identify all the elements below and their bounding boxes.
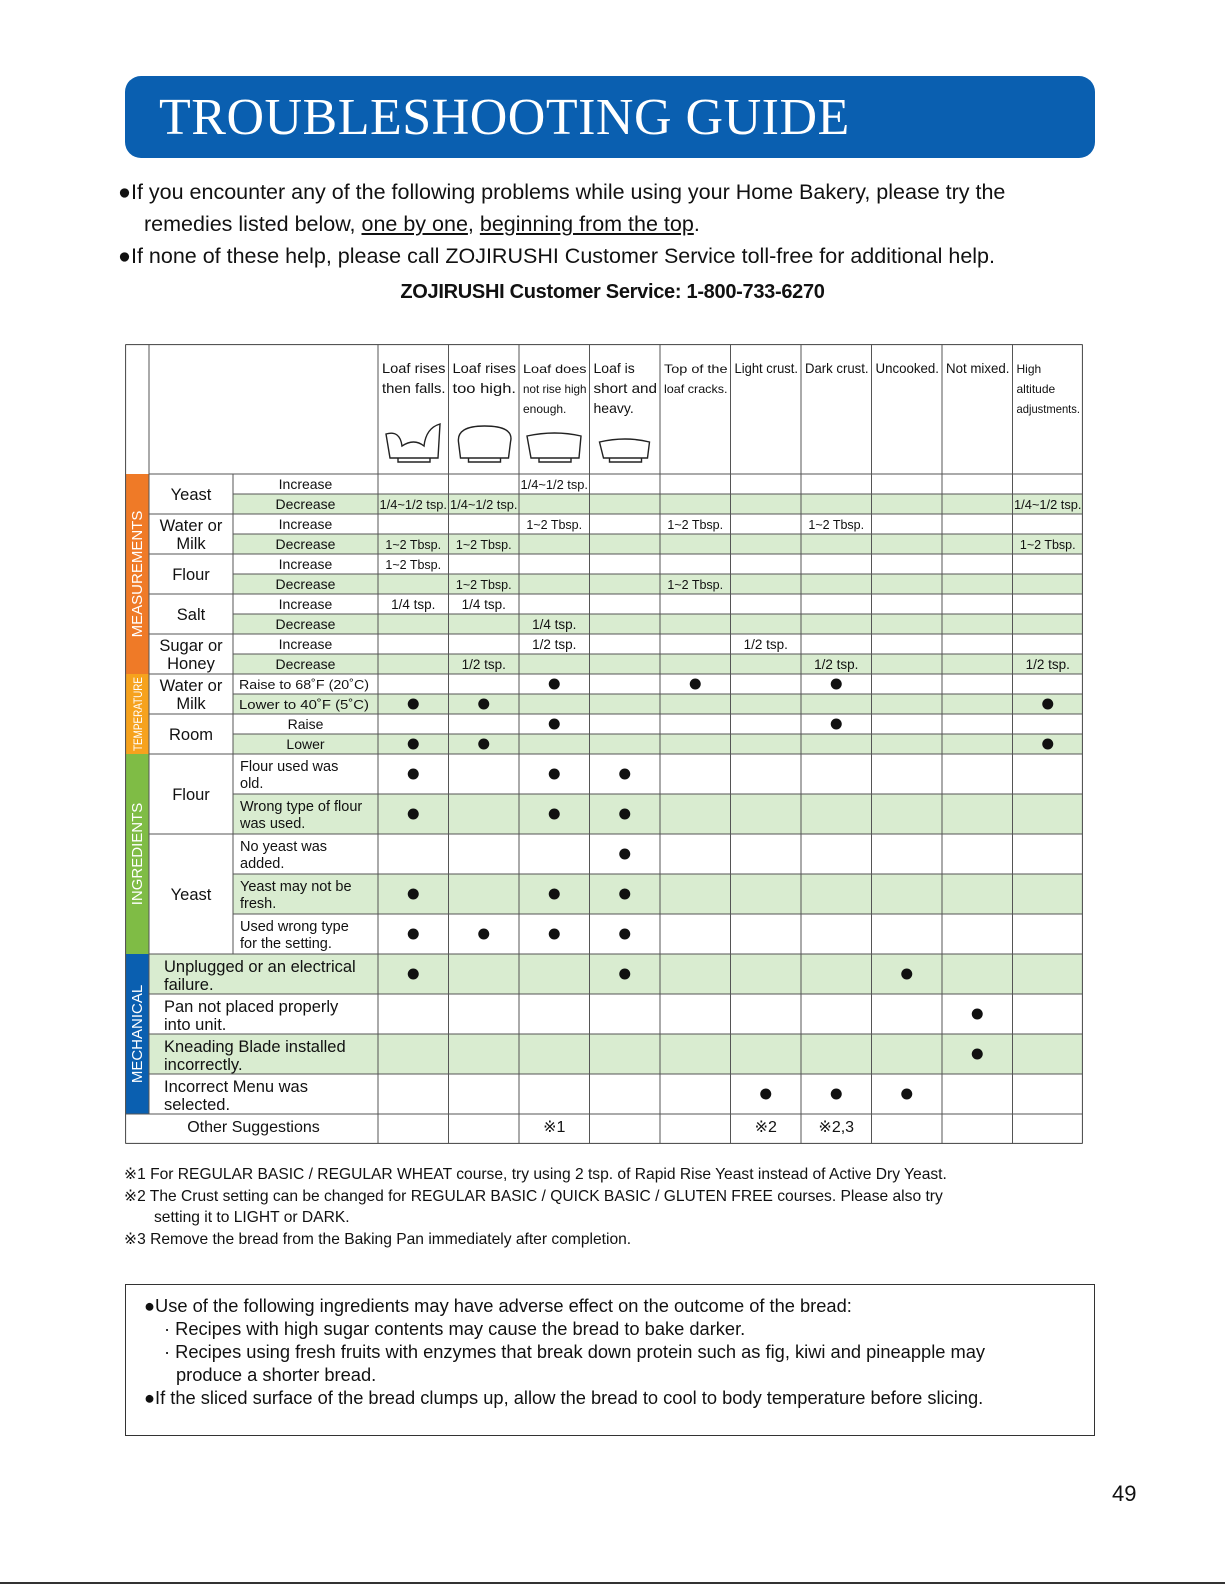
footnote-2: ※2 The Crust setting can be changed for REGULAR BASIC / QUICK BASIC / GLUTEN FREE courses. Please also try [124,1188,943,1205]
dot-mark [619,929,630,940]
row-label: No yeast was [240,839,328,855]
column-header: Light crust. [734,360,798,376]
remedy-amount: 1/4~1/2 tsp. [1014,498,1082,512]
column-header: Loaf rises [382,360,446,376]
shaded-row-bg [233,574,1083,594]
dot-mark [408,699,419,710]
column-header: Dark crust. [805,360,869,376]
dot-mark [690,679,701,690]
remedy-amount: 1~2 Tbsp. [667,518,724,532]
intro-line-3: ●If none of these help, please call ZOJIRUSHI Customer Service toll-free for additional help. [118,244,995,268]
row-label: Pan not placed properly [164,998,339,1016]
column-header: Loaf does [523,362,587,376]
remedy-amount: 1/2 tsp. [1025,657,1070,672]
dot-mark [408,889,419,900]
loaf-shape-icon [386,424,440,462]
dot-mark [549,809,560,820]
subject-label: Yeast [170,486,212,504]
footnote-3: ※3 Remove the bread from the Baking Pan immediately after completion. [124,1231,632,1248]
row-label: Lower [286,736,325,752]
remedy-amount: 1~2 Tbsp. [455,538,512,552]
row-label: Decrease [275,496,336,512]
shaded-row-bg [233,614,1083,634]
row-label: Unplugged or an electrical [164,958,356,976]
row-label: Used wrong type [240,919,349,935]
bottom-rule [0,1582,1225,1584]
row-label: Increase [278,596,333,612]
dot-mark [549,719,560,730]
remedy-amount: 1/2 tsp. [743,637,788,652]
remedy-amount: 1~2 Tbsp. [1019,538,1076,552]
dot-mark [549,929,560,940]
row-label: failure. [164,976,214,994]
remedy-amount: 1/4 tsp. [461,597,506,612]
subject-label: Flour [172,786,210,804]
row-label: Raise [287,716,324,732]
remedy-amount: 1~2 Tbsp. [385,558,442,572]
remedy-amount: 1/4~1/2 tsp. [450,498,518,512]
page-number: 49 [1112,1481,1137,1506]
loaf-shape-icon [527,433,581,462]
dot-mark [972,1009,983,1020]
remedy-amount: 1/2 tsp. [532,637,577,652]
column-header: enough. [523,402,567,416]
remedy-amount: 1~2 Tbsp. [385,538,442,552]
underline-from-top: beginning from the top [479,212,694,236]
shaded-row-bg [233,494,1083,514]
column-header: Uncooked. [875,360,939,376]
column-header: altitude [1016,382,1056,396]
column-header: High [1016,362,1042,376]
dot-mark [478,739,489,750]
suggestion-ref: ※2,3 [818,1119,855,1136]
row-label: Lower to 40˚F (5˚C) [239,697,369,712]
column-header: not rise high [523,382,587,396]
subject-label: Flour [172,566,210,584]
suggestion-ref: ※1 [543,1119,566,1136]
shaded-row-bg [233,734,1083,754]
row-label: Decrease [275,576,336,592]
dot-mark [619,809,630,820]
column-header: Loaf is [593,360,635,376]
category-label: TEMPERATURE [131,661,145,751]
row-label: Decrease [275,656,336,672]
row-label: Increase [278,636,333,652]
remedy-amount: 1~2 Tbsp. [455,578,512,592]
dot-mark [1042,739,1053,750]
subject-label: Room [168,726,214,744]
column-header: heavy. [593,400,634,416]
subject-label: Honey [167,655,215,673]
row-label: incorrectly. [164,1056,243,1074]
loaf-shape-icon [600,439,650,462]
dot-mark [831,1089,842,1100]
dot-mark [831,719,842,730]
dot-mark [1042,699,1053,710]
shaded-row-bg [233,534,1083,554]
loaf-shape-icon [458,426,511,462]
page-title: TROUBLESHOOTING GUIDE [159,89,850,146]
dot-mark [831,679,842,690]
note-line-3: · Recipes using fresh fruits with enzymes that break down protein such as fig, kiwi and pineapple may [164,1341,986,1362]
row-label: Increase [278,516,333,532]
remedy-amount: 1/2 tsp. [461,657,506,672]
dot-mark [408,969,419,980]
remedy-amount: 1~2 Tbsp. [667,578,724,592]
dot-mark [549,679,560,690]
row-label: Flour used was [240,759,339,775]
dot-mark [619,889,630,900]
dot-mark [619,849,630,860]
column-header: Not mixed. [946,360,1010,376]
remedy-amount: 1~2 Tbsp. [526,518,583,532]
column-header: Top of the [664,362,728,376]
category-label: MEASUREMENTS [129,510,146,638]
subject-label: Sugar or [159,637,223,655]
subject-label: Water or [159,677,223,695]
troubleshooting-grid-svg [125,344,1083,1144]
dot-mark [478,699,489,710]
note-line-1: ●Use of the following ingredients may have adverse effect on the outcome of the bread: [144,1295,852,1316]
row-label: Raise to 68˚F (20˚C) [239,677,369,692]
remedy-amount: 1/4~1/2 tsp. [379,498,447,512]
row-label: old. [240,776,264,792]
row-label: for the setting. [240,936,332,952]
dot-mark [408,809,419,820]
note-line-4: produce a shorter bread. [176,1364,377,1385]
column-header: too high. [452,380,516,396]
subject-label: Salt [176,606,206,624]
dot-mark [478,929,489,940]
column-header: loaf cracks. [664,382,728,396]
intro-line-1: ●If you encounter any of the following problems while using your Home Bakery, please try the [118,180,1006,204]
dot-mark [760,1089,771,1100]
intro-line-2: remedies listed below, one by one, beginning from the top. [144,212,700,236]
row-label: selected. [164,1096,231,1114]
row-label: Kneading Blade installed [164,1038,346,1056]
row-label: Wrong type of flour [240,799,363,815]
column-header: adjustments. [1016,402,1080,416]
notes-box [125,1284,1095,1436]
remedy-amount: 1/4 tsp. [391,597,436,612]
other-suggestions-label: Other Suggestions [187,1119,320,1136]
suggestion-ref: ※2 [754,1119,777,1136]
subject-label: Milk [176,695,206,713]
dot-mark [972,1049,983,1060]
footnote-2-continued: setting it to LIGHT or DARK. [154,1209,350,1226]
subject-label: Water or [159,517,223,535]
row-label: Decrease [275,616,336,632]
row-label: was used. [240,816,306,832]
dot-mark [549,889,560,900]
dot-mark [901,1089,912,1100]
remedy-amount: 1/2 tsp. [814,657,859,672]
dot-mark [408,769,419,780]
note-line-2: · Recipes with high sugar contents may cause the bread to bake darker. [164,1318,746,1339]
footnote-1: ※1 For REGULAR BASIC / REGULAR WHEAT course, try using 2 tsp. of Rapid Rise Yeast instead of Active Dry Yeast. [124,1166,947,1183]
row-label: into unit. [164,1016,227,1034]
column-header: then falls. [382,380,446,396]
shaded-row-bg [233,654,1083,674]
row-label: Increase [278,556,333,572]
dot-mark [549,769,560,780]
underline-one-by-one: one by one [361,212,468,236]
remedy-amount: 1~2 Tbsp. [808,518,865,532]
customer-service-phone: ZOJIRUSHI Customer Service: 1-800-733-6270 [400,281,825,303]
note-line-5: ●If the sliced surface of the bread clumps up, allow the bread to cool to body temperature before slicing. [144,1387,984,1408]
row-label: Decrease [275,536,336,552]
dot-mark [619,969,630,980]
category-label: INGREDIENTS [129,802,146,906]
column-header: Loaf rises [452,360,516,376]
category-label: MECHANICAL [129,984,146,1084]
dot-mark [901,969,912,980]
dot-mark [408,739,419,750]
row-label: Incorrect Menu was [164,1078,308,1096]
row-label: added. [240,856,285,872]
remedy-amount: 1/4 tsp. [532,617,577,632]
row-label: Yeast may not be [240,879,352,895]
remedy-amount: 1/4~1/2 tsp. [520,478,588,492]
row-label: Increase [278,476,333,492]
subject-label: Milk [176,535,206,553]
title-banner [125,76,1095,158]
dot-mark [408,929,419,940]
shaded-row-bg [233,874,1083,914]
dot-mark [619,769,630,780]
column-header: short and [593,380,657,396]
subject-label: Yeast [170,886,212,904]
row-label: fresh. [240,896,277,912]
troubleshooting-table [125,344,1083,1144]
